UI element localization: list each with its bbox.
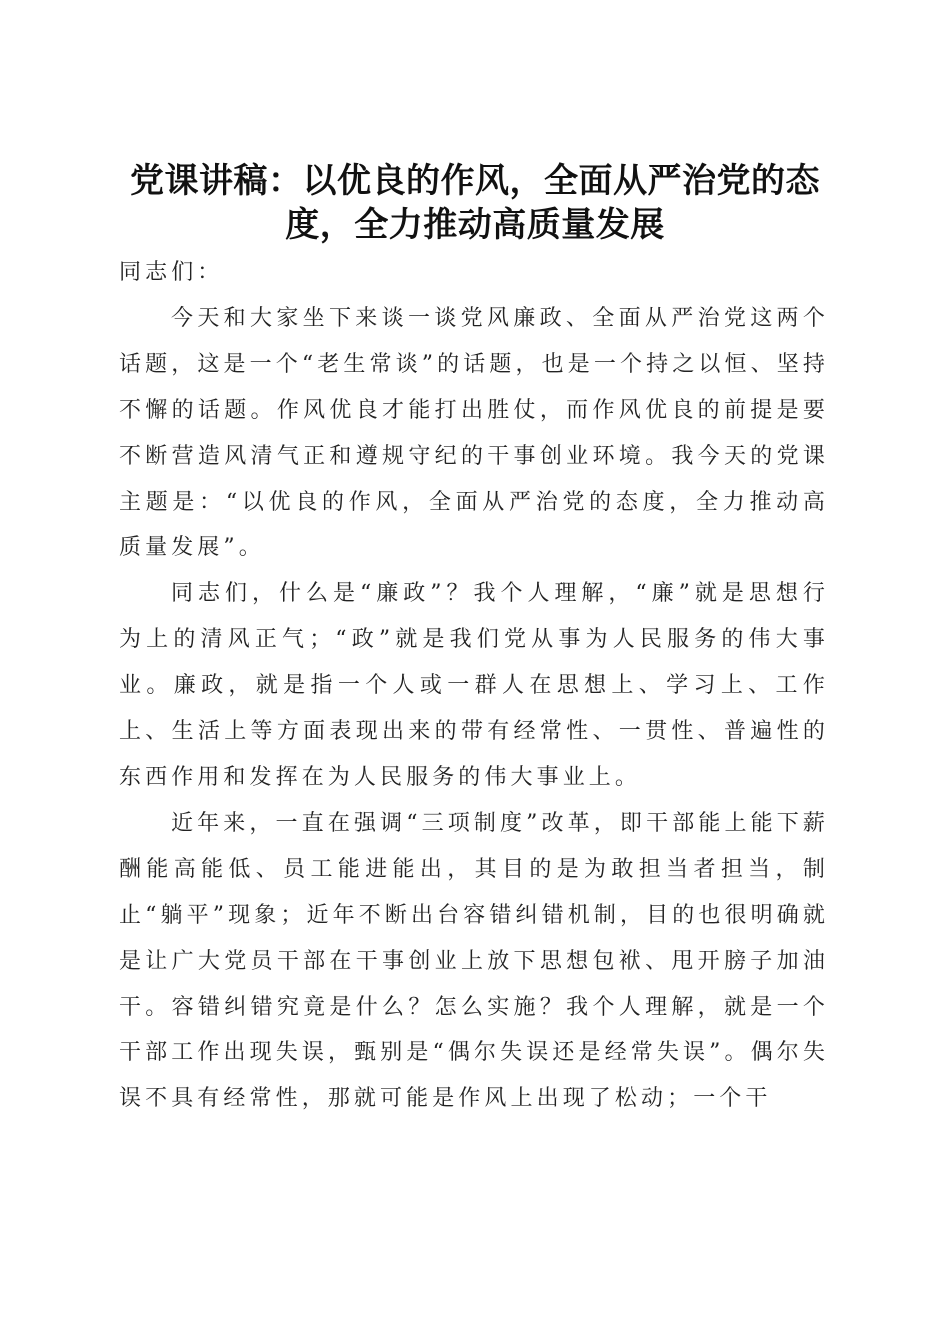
paragraph-1: 今天和大家坐下来谈一谈党风廉政、全面从严治党这两个话题，这是一个“老生常谈”的话题，也是一个持之以恒、坚持不懈的话题。作风优良才能打出胜仗，而作风优良的前提是要不断营造风清气正和遵规守纪的干事创业环境。我今天的党课主题是：“以优良的作风，全面从严治党的态度，全力推动高质量发展”。 xyxy=(119,305,829,561)
document-title xyxy=(100,159,850,247)
title-line-2: 度，全力推动高质量发展 xyxy=(285,204,665,245)
salutation: 同志们： xyxy=(119,260,224,285)
document-body xyxy=(119,250,829,1122)
paragraph-2: 同志们，什么是“廉政”？我个人理解，“廉”就是思想行为上的清风正气；“政”就是我们党从事为人民服务的伟大事业。廉政，就是指一个人或一群人在思想上、学习上、工作上、生活上等方面表现出来的带有经常性、一贯性、普遍性的东西作用和发挥在为人民服务的伟大事业上。 xyxy=(119,581,829,790)
title-line-1: 党课讲稿：以优良的作风，全面从严治党的态 xyxy=(130,160,820,201)
paragraph-3: 近年来，一直在强调“三项制度”改革，即干部能上能下薪酬能高能低、员工能进能出，其目的是为敢担当者担当，制止“躺平”现象；近年不断出台容错纠错机制，目的也很明确就是让广大党员干部在干事创业上放下思想包袱、甩开膀子加油干。容错纠错究竟是什么？怎么实施？我个人理解，就是一个干部工作出现失误，甄别是“偶尔失误还是经常失误”。偶尔失误不具有经常性，那就可能是作风上出现了松动；一个干 xyxy=(119,810,829,1112)
